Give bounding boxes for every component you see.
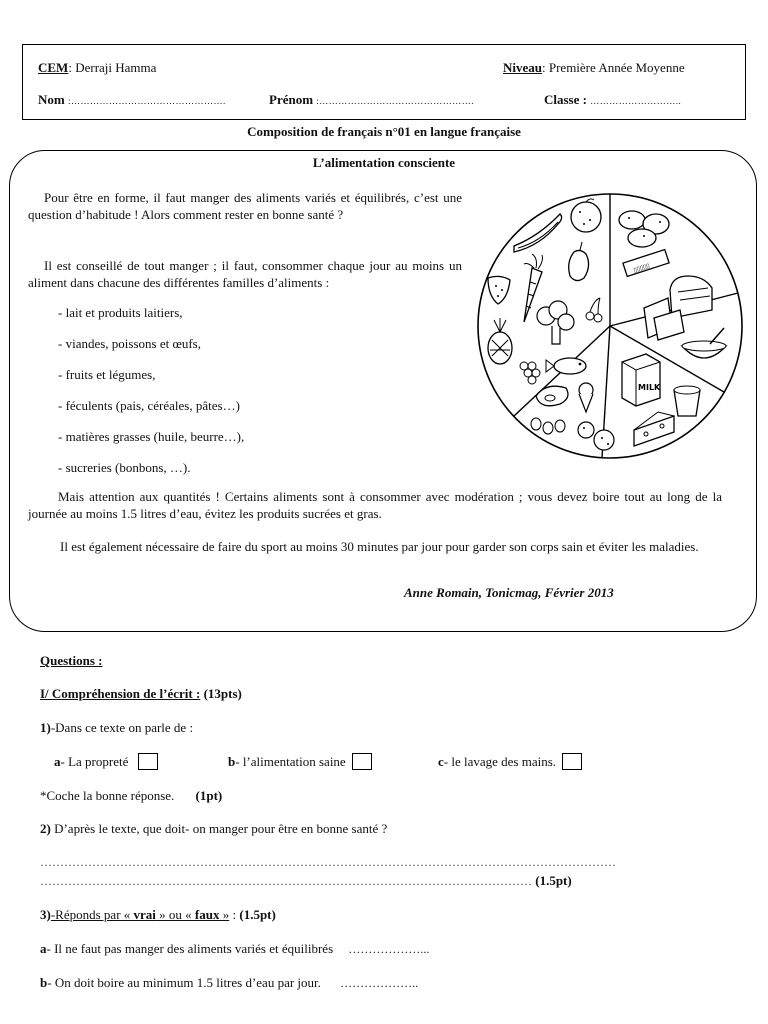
- option-c-letter: c: [438, 754, 444, 769]
- classe-label: Classe :: [544, 92, 587, 107]
- answer-line-2-row: [40, 873, 572, 889]
- nom-field[interactable]: :………………………………………….: [67, 96, 226, 106]
- list-item: - fruits et légumes,: [58, 367, 156, 382]
- question-3-faux: faux: [194, 907, 220, 922]
- option-a-text: - La propreté: [60, 754, 129, 769]
- list-item: - sucreries (bonbons, …).: [58, 460, 191, 475]
- statement-a-text: - Il ne faut pas manger des aliments variés et équilibrés: [46, 941, 334, 956]
- question-1-points: (1pt): [195, 788, 223, 803]
- nom-label: Nom: [38, 92, 65, 107]
- list-item: - féculents (pais, céréales, pâtes…): [58, 398, 240, 413]
- statement-a-letter: a: [40, 941, 47, 956]
- question-3-number: 3): [40, 907, 51, 922]
- option-c-text: - le lavage des mains.: [443, 754, 557, 769]
- question-1-text: -Dans ce texte on parle de :: [50, 720, 194, 735]
- statement-a-answer[interactable]: ………………...: [348, 942, 430, 956]
- statement-b-letter: b: [40, 975, 48, 990]
- option-b-text: - l’alimentation saine: [235, 754, 346, 769]
- exam-title: Composition de français n°01 en langue française: [247, 124, 521, 139]
- question-3-vrai: vrai: [133, 907, 156, 922]
- option-c: [438, 753, 582, 770]
- option-a: [54, 753, 158, 770]
- questions-heading: Questions :: [40, 653, 103, 668]
- question-2-number: 2): [40, 821, 51, 836]
- question-2-text: D’après le texte, que doit- on manger pour être en bonne santé ?: [50, 821, 388, 836]
- section-1-points: (13pts): [203, 686, 242, 701]
- food-plate-illustration: [474, 190, 746, 462]
- question-1-number: 1): [40, 720, 51, 735]
- milk-carton-icon: [622, 354, 661, 406]
- list-item: - lait et produits laitiers,: [58, 305, 183, 320]
- paragraph-4: Il est également nécessaire de faire du sport au moins 30 minutes par jour pour garder son corps sain et éviter les maladies.: [60, 539, 699, 554]
- question-3: [40, 907, 276, 923]
- text-title: L’alimentation consciente: [312, 155, 456, 170]
- cem-value: : Derraji Hamma: [68, 60, 157, 75]
- prenom-field[interactable]: :………………………………………….: [316, 96, 475, 106]
- paragraph-2: Il est conseillé de tout manger ; il faut, consommer chaque jour au moins un aliment dans chacune des différentes familles d’aliments :: [28, 258, 462, 290]
- option-b-checkbox[interactable]: [352, 753, 372, 770]
- question-3-points: (1.5pt): [239, 907, 276, 922]
- statement-b: [40, 975, 418, 991]
- question-3-text-mid: » ou «: [155, 907, 195, 922]
- yogurt-icon: [674, 386, 700, 416]
- cem-line: [38, 60, 156, 76]
- statement-b-answer[interactable]: ………………..: [340, 976, 419, 990]
- option-b-letter: b: [228, 754, 236, 769]
- cem-label: CEM: [38, 60, 69, 75]
- question-3-text-pre: -Réponds par «: [50, 907, 134, 922]
- instruction-text: *Coche la bonne réponse.: [40, 788, 175, 803]
- list-item: - viandes, poissons et œufs,: [58, 336, 201, 351]
- header-box: [22, 44, 746, 120]
- option-c-checkbox[interactable]: [562, 753, 582, 770]
- niveau-label: Niveau: [503, 60, 542, 75]
- option-b: [228, 753, 372, 770]
- question-3-colon: :: [229, 907, 240, 922]
- question-3-text-post: »: [219, 907, 230, 922]
- question-3-instruction: [51, 907, 229, 922]
- classe-field[interactable]: ………………………..: [590, 96, 682, 106]
- text-source: Anne Romain, Tonicmag, Février 2013: [404, 585, 614, 600]
- statement-a: [40, 941, 429, 957]
- section-1-heading: [40, 686, 242, 702]
- paragraph-3: Mais attention aux quantités ! Certains aliments sont à consommer avec modération ; vous devez boire tout au long de la journée au moins 1.5 litres d’eau, évitez les produits sucrées et gras.: [28, 489, 722, 521]
- question-2-points: (1.5pt): [535, 873, 572, 888]
- prenom-label: Prénom: [269, 92, 314, 107]
- option-a-letter: a: [54, 754, 61, 769]
- svg-text:▯▯▯▯▯: ▯▯▯▯▯: [632, 262, 651, 274]
- prenom-line: [269, 92, 474, 108]
- question-1: [40, 720, 193, 736]
- answer-line-2[interactable]: ……………………………………………………………………………………………………………: [40, 874, 532, 888]
- niveau-line: [503, 60, 685, 76]
- niveau-value: : Première Année Moyenne: [542, 60, 685, 75]
- paragraph-1: Pour être en forme, il faut manger des aliments variés et équilibrés, c’est une question d’habitude ! Alors comment rester en bonne santé ?: [28, 190, 462, 222]
- answer-line-1[interactable]: ………………………………………………………………………………………………………………………………: [40, 855, 616, 869]
- list-item: - matières grasses (huile, beurre…),: [58, 429, 245, 444]
- classe-line: [544, 92, 681, 108]
- option-a-checkbox[interactable]: [138, 753, 158, 770]
- question-1-instruction: [40, 788, 222, 804]
- section-1-label: I/ Compréhension de l’écrit :: [40, 686, 201, 701]
- question-2: [40, 821, 387, 837]
- statement-b-text: - On doit boire au minimum 1.5 litres d’eau par jour.: [47, 975, 321, 990]
- nom-line: [38, 92, 226, 108]
- svg-text:MILK: MILK: [638, 383, 661, 392]
